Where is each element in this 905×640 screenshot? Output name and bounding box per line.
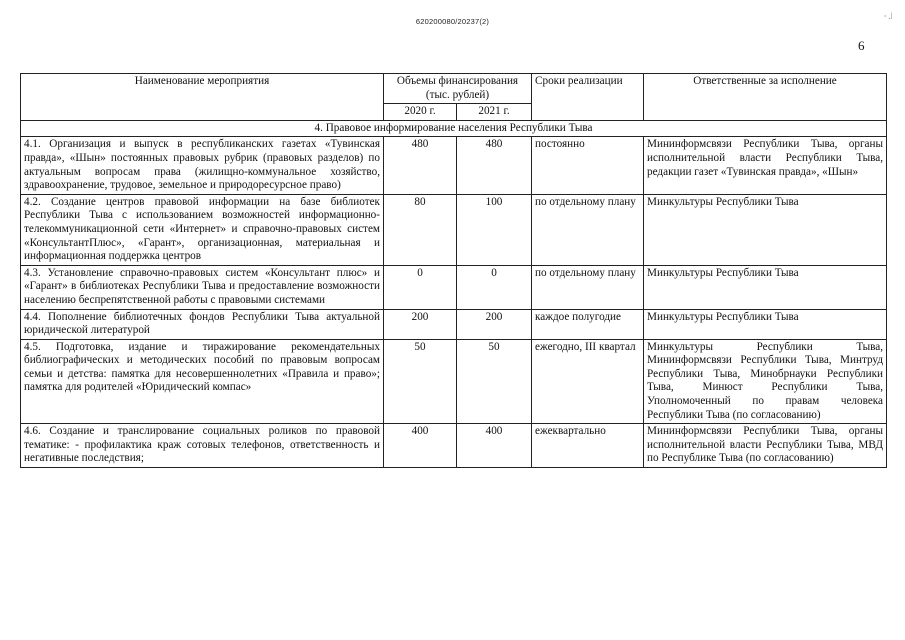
- funding-2020: 480: [384, 137, 457, 194]
- table-row: [21, 339, 887, 424]
- measure-name: 4.5. Подготовка, издание и тиражирование рекомендательных библиографических и методических пособий по правовым вопросам семьи и детства: памятка для несовершеннолетних «Правила и право»; памятка для родителей «Юридический компас»: [21, 339, 384, 424]
- header-terms: Сроки реализации: [532, 74, 644, 121]
- measure-name: 4.4. Пополнение библиотечных фондов Республики Тыва актуальной юридической литературой: [21, 309, 384, 339]
- responsible-parties: Минкультуры Республики Тыва, Мининформсвязи Республики Тыва, Минтруд Республики Тыва, Минобрнауки Республики Тыва, Минюст Республики Тыва, Уполномоченный по правам человека Республики Тыва (по согласованию): [644, 339, 887, 424]
- implementation-terms: ежегодно, III квартал: [532, 339, 644, 424]
- corner-scan-mark: ⸱ .ǀ: [884, 11, 893, 21]
- funding-2020: 80: [384, 194, 457, 265]
- funding-2020: 0: [384, 265, 457, 309]
- responsible-parties: Минкультуры Республики Тыва: [644, 265, 887, 309]
- header-row: [21, 74, 887, 104]
- responsible-parties: Мининформсвязи Республики Тыва, органы исполнительной власти Республики Тыва, редакции газет «Тувинская правда», «Шын»: [644, 137, 887, 194]
- section-row: [21, 120, 887, 137]
- header-year-2020: 2020 г.: [384, 104, 457, 121]
- document-id: 620200080/20237(2): [415, 17, 490, 26]
- header-name: Наименование мероприятия: [21, 74, 384, 121]
- funding-2021: 0: [457, 265, 532, 309]
- implementation-terms: по отдельному плану: [532, 194, 644, 265]
- table-row: [21, 265, 887, 309]
- implementation-terms: постоянно: [532, 137, 644, 194]
- table-row: [21, 137, 887, 194]
- page-number: 6: [858, 38, 865, 53]
- funding-2020: 400: [384, 424, 457, 468]
- funding-2021: 200: [457, 309, 532, 339]
- implementation-terms: по отдельному плану: [532, 265, 644, 309]
- measure-name: 4.3. Установление справочно-правовых систем «Консультант плюс» и «Гарант» в библиотеках Республики Тыва и предоставление возможности населению беспрепятственной работы с правовыми системами: [21, 265, 384, 309]
- implementation-terms: ежеквартально: [532, 424, 644, 468]
- funding-2021: 480: [457, 137, 532, 194]
- measures-table: [20, 73, 887, 468]
- responsible-parties: Мининформсвязи Республики Тыва, органы исполнительной власти Республики Тыва, МВД по Республике Тыва (по согласованию): [644, 424, 887, 468]
- table-row: [21, 194, 887, 265]
- funding-2021: 100: [457, 194, 532, 265]
- measure-name: 4.6. Создание и транслирование социальных роликов по правовой тематике: - профилактика краж сотовых телефонов, ответственность и негативные последствия;: [21, 424, 384, 468]
- header-funding: Объемы финансирования (тыс. рублей): [384, 74, 532, 104]
- table-row: [21, 309, 887, 339]
- funding-2021: 400: [457, 424, 532, 468]
- responsible-parties: Минкультуры Республики Тыва: [644, 194, 887, 265]
- measure-name: 4.1. Организация и выпуск в республиканских газетах «Тувинская правда», «Шын» постоянных правовых рубрик (правовых разделов) по актуальным вопросам права (жилищно-коммунальное хозяйство, здравоохранение, трудовое, земельное и природоресурсное право): [21, 137, 384, 194]
- header-year-2021: 2021 г.: [457, 104, 532, 121]
- funding-2020: 50: [384, 339, 457, 424]
- section-title: 4. Правовое информирование населения Республики Тыва: [21, 120, 887, 137]
- responsible-parties: Минкультуры Республики Тыва: [644, 309, 887, 339]
- table-row: [21, 424, 887, 468]
- measure-name: 4.2. Создание центров правовой информации на базе библиотек Республики Тыва с использованием возможностей информационно-телекоммуникационной сети «Интернет» и справочно-правовых систем «КонсультантПлюс», «Гарант», организационная, материальная и информационная поддержка центров: [21, 194, 384, 265]
- implementation-terms: каждое полугодие: [532, 309, 644, 339]
- funding-2020: 200: [384, 309, 457, 339]
- funding-2021: 50: [457, 339, 532, 424]
- header-responsible: Ответственные за исполнение: [644, 74, 887, 121]
